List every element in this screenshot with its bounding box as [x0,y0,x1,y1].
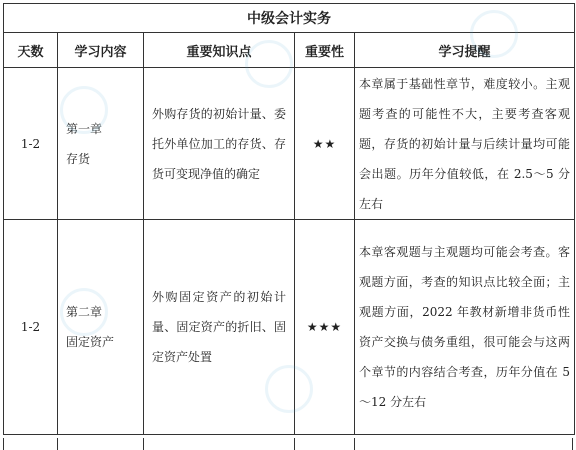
cell-days: 1-2 [4,220,58,435]
cell-content [58,68,144,220]
header-knowledge: 重要知识点 [144,33,295,68]
table-row [4,68,575,220]
table-title-row [4,4,575,33]
cell-importance-stars: ★★ [295,68,355,220]
chapter-label: 第一章 [66,121,103,136]
header-days: 天数 [4,33,58,68]
cell-days: 1-2 [4,68,58,220]
header-importance: 重要性 [295,33,355,68]
cell-importance-stars: ★★★ [295,220,355,435]
next-row-edge [3,438,574,450]
cell-content [58,220,144,435]
cell-tips: 本章客观题与主观题均可能会考查。客观题方面，考查的知识点比较全面；主观题方面，2022 年教材新增非货币性资产交换与债务重组，很可能会与这两个章节的内容结合考查，历年分值在 5～12 分左右 [355,220,575,435]
chapter-label: 第二章 [66,305,103,319]
table-header-row [4,33,575,68]
header-tips: 学习提醒 [355,33,575,68]
header-content: 学习内容 [58,33,144,68]
chapter-name: 固定资产 [66,335,115,349]
cell-knowledge: 外购存货的初始计量、委托外单位加工的存货、存货可变现净值的确定 [144,68,295,220]
cell-knowledge: 外购固定资产的初始计量、固定资产的折旧、固定资产处置 [144,220,295,435]
cell-tips: 本章属于基础性章节，难度较小。主观题考查的可能性不大，主要考查客观题，存货的初始计量与后续计量均可能会出题。历年分值较低，在 2.5～5 分左右 [355,68,575,220]
study-plan-table [3,3,575,435]
chapter-name: 存货 [66,151,91,166]
table-row [4,220,575,435]
table-title: 中级会计实务 [4,4,575,33]
